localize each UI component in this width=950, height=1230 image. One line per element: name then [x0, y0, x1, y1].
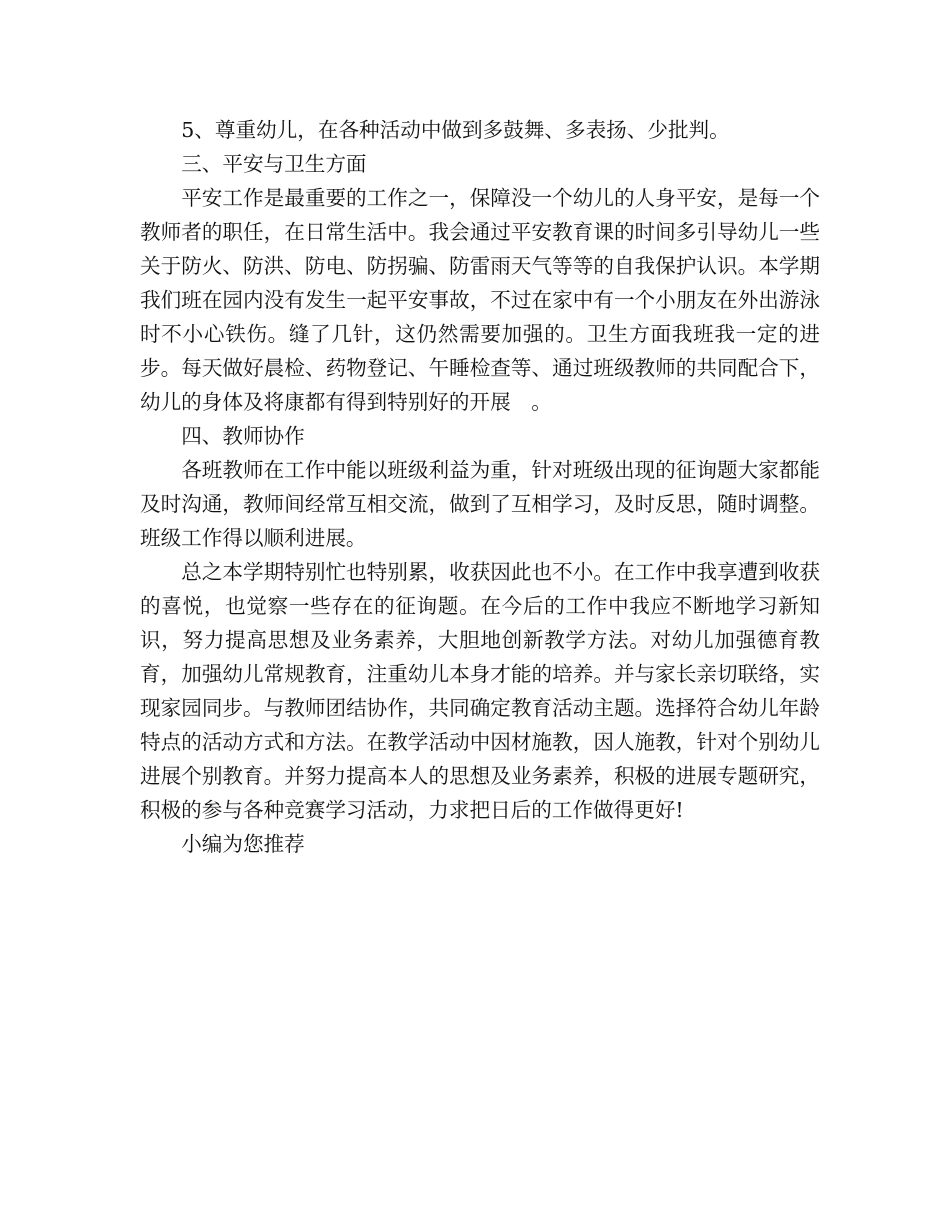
- section-heading-teacher-cooperation: 四、教师协作: [181, 424, 305, 448]
- document-body: [140, 113, 820, 861]
- section-heading-safety-hygiene: 三、平安与卫生方面: [181, 152, 367, 176]
- paragraph-summary: 总之本学期特别忙也特别累，收获因此也不小。在工作中我享遭到收获的喜悦，也觉察一些存在的征询题。在今后的工作中我应不断地学习新知识，努力提高思想及业务素养，大胆地创新教学方法。对幼儿加强德育教育，加强幼儿常规教育，注重幼儿本身才能的培养。并与家长亲切联络，实现家园同步。与教师团结协作，共同确定教育活动主题。选择符合幼儿年龄特点的活动方式和方法。在教学活动中因材施教，因人施教，针对个别幼儿进展个别教育。并努力提高本人的思想及业务素养，积极的进展专题研究，积极的参与各种竞赛学习活动，力求把日后的工作做得更好!: [140, 560, 820, 822]
- recommendation-label: 小编为您推荐: [181, 832, 305, 856]
- paragraph-respect-children: 5、尊重幼儿，在各种活动中做到多鼓舞、多表扬、少批判。: [181, 118, 730, 142]
- paragraph-safety-hygiene: 平安工作是最重要的工作之一，保障没一个幼儿的人身平安，是每一个教师者的职任，在日常生活中。我会通过平安教育课的时间多引导幼儿一些关于防火、防洪、防电、防拐骗、防雷雨天气等等的自我保护认识。本学期我们班在园内没有发生一起平安事故，不过在家中有一个小朋友在外出游泳时不小心铁伤。缝了几针，这仍然需要加强的。卫生方面我班我一定的进步。每天做好晨检、药物登记、午睡检查等、通过班级教师的共同配合下，幼儿的身体及将康都有得到特别好的开展 。: [140, 186, 820, 414]
- paragraph-teacher-cooperation: 各班教师在工作中能以班级利益为重，针对班级出现的征询题大家都能及时沟通，教师间经常互相交流，做到了互相学习，及时反思，随时调整。班级工作得以顺利进展。: [140, 458, 820, 550]
